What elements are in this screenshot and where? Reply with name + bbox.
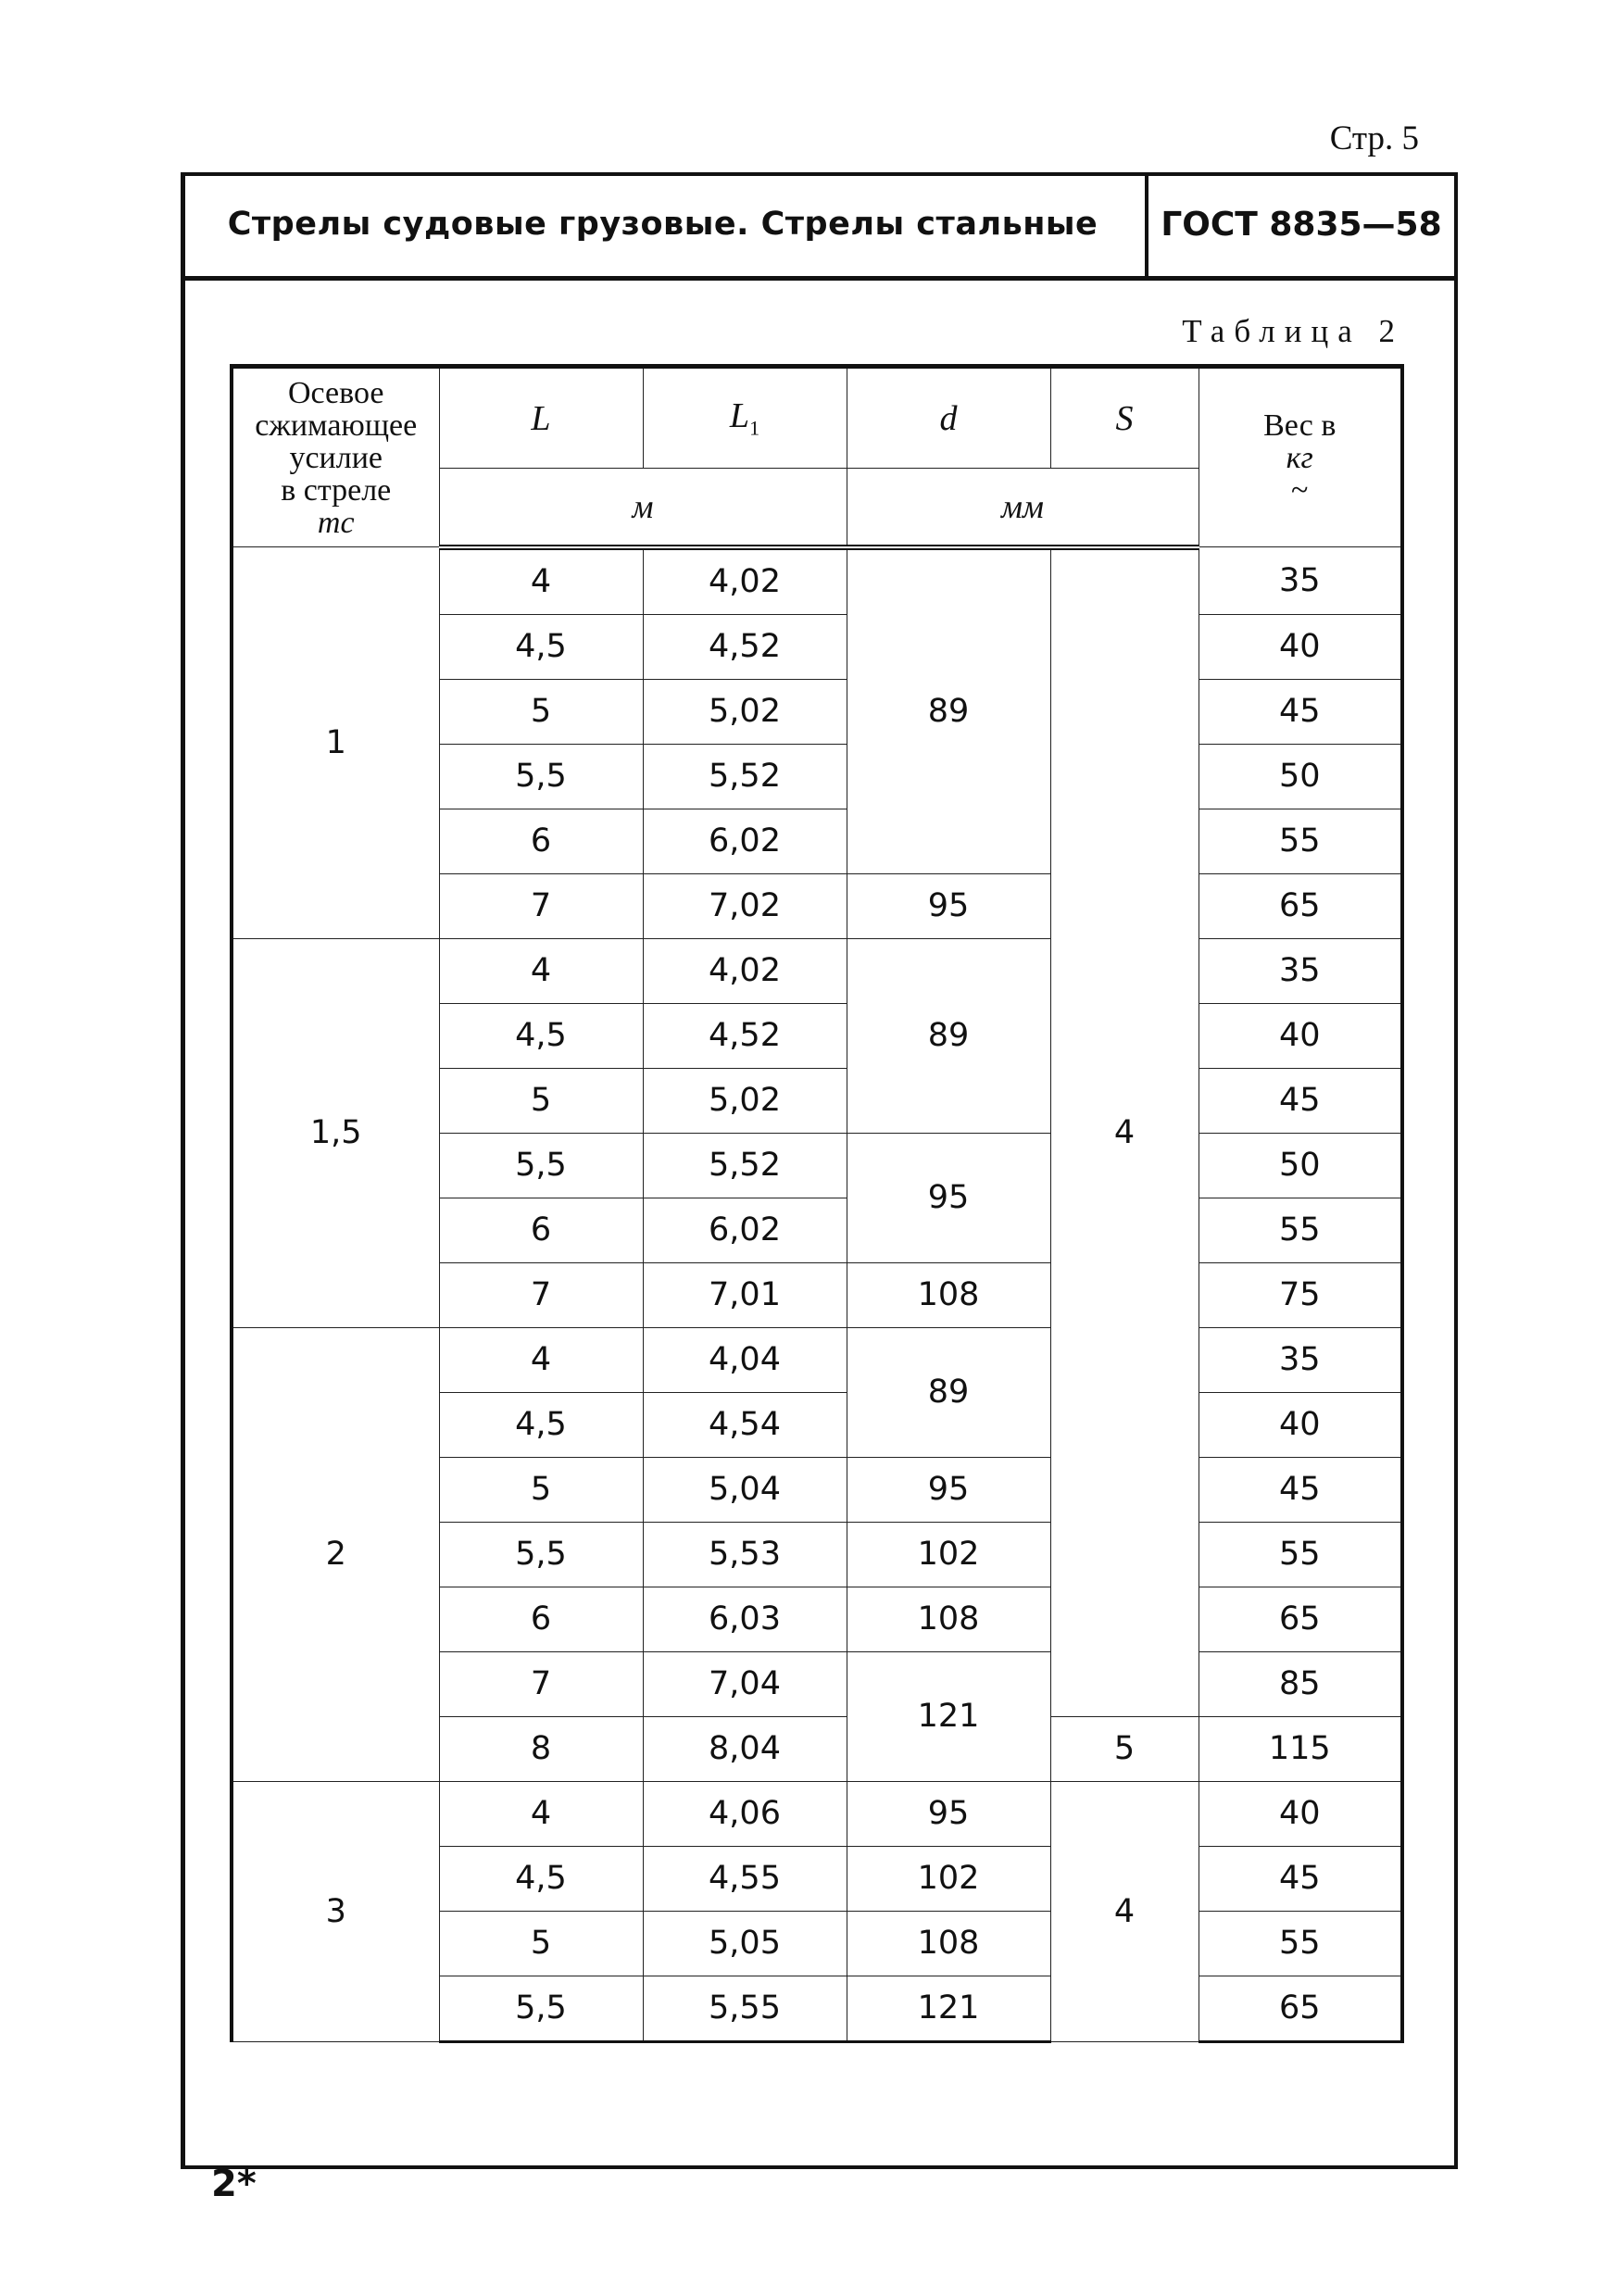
L-cell: 5,5 xyxy=(439,1976,643,2041)
force-cell: 3 xyxy=(232,1781,439,2041)
weight-cell: 65 xyxy=(1199,1976,1402,2041)
table-row xyxy=(232,1781,1402,1846)
force-header-line: усилие xyxy=(289,440,383,475)
axial-force-header xyxy=(232,367,439,547)
L-cell: 5 xyxy=(439,679,643,744)
L-cell: 8 xyxy=(439,1716,643,1781)
L1-cell: 4,06 xyxy=(643,1781,847,1846)
weight-unit: кг xyxy=(1286,440,1313,475)
weight-cell: 35 xyxy=(1199,1327,1402,1392)
weight-cell: 85 xyxy=(1199,1651,1402,1716)
L1-cell: 5,02 xyxy=(643,1068,847,1133)
weight-cell: 40 xyxy=(1199,1003,1402,1068)
weight-cell: 55 xyxy=(1199,1522,1402,1587)
d-cell: 102 xyxy=(847,1522,1050,1587)
L1-cell: 7,02 xyxy=(643,873,847,938)
document-header xyxy=(181,172,1458,281)
L-cell: 4,5 xyxy=(439,1003,643,1068)
weight-cell: 65 xyxy=(1199,873,1402,938)
L1-cell: 4,52 xyxy=(643,614,847,679)
L-cell: 4,5 xyxy=(439,1392,643,1457)
force-header-line: Осевое xyxy=(288,375,384,410)
force-header-line: в стреле xyxy=(281,472,392,508)
L1-cell: 8,04 xyxy=(643,1716,847,1781)
L-cell: 5 xyxy=(439,1068,643,1133)
L-cell: 6 xyxy=(439,1198,643,1262)
L-cell: 4 xyxy=(439,1781,643,1846)
d-cell: 89 xyxy=(847,938,1050,1133)
d-cell: 95 xyxy=(847,1781,1050,1846)
L1-cell: 5,02 xyxy=(643,679,847,744)
length-L-header: L xyxy=(439,367,643,469)
length-L1-header xyxy=(643,367,847,469)
L1-cell: 6,03 xyxy=(643,1587,847,1651)
force-cell: 2 xyxy=(232,1327,439,1781)
footer-signature-mark: 2* xyxy=(211,2163,257,2205)
L1-cell: 4,02 xyxy=(643,547,847,615)
weight-cell: 75 xyxy=(1199,1262,1402,1327)
d-cell: 121 xyxy=(847,1651,1050,1781)
force-cell: 1 xyxy=(232,547,439,939)
weight-cell: 45 xyxy=(1199,1068,1402,1133)
d-cell: 108 xyxy=(847,1262,1050,1327)
page-number: Стр. 5 xyxy=(1329,119,1419,157)
d-cell: 108 xyxy=(847,1911,1050,1976)
L-cell: 7 xyxy=(439,873,643,938)
d-cell: 108 xyxy=(847,1587,1050,1651)
L-cell: 4 xyxy=(439,547,643,615)
L1-cell: 5,04 xyxy=(643,1457,847,1522)
weight-cell: 45 xyxy=(1199,679,1402,744)
table-row xyxy=(232,547,1402,615)
L1-cell: 5,05 xyxy=(643,1911,847,1976)
L1-cell: 6,02 xyxy=(643,809,847,873)
weight-cell: 40 xyxy=(1199,1781,1402,1846)
approx-sign: ~ xyxy=(1291,472,1309,508)
L-cell: 4,5 xyxy=(439,1846,643,1911)
thickness-S-header: S xyxy=(1050,367,1199,469)
S-cell: 5 xyxy=(1050,1716,1199,1781)
d-cell: 102 xyxy=(847,1846,1050,1911)
L-cell: 4 xyxy=(439,938,643,1003)
L-cell: 5,5 xyxy=(439,1522,643,1587)
L1-cell: 5,52 xyxy=(643,744,847,809)
L1-cell: 7,01 xyxy=(643,1262,847,1327)
L-cell: 4,5 xyxy=(439,614,643,679)
L1-symbol: L xyxy=(729,396,750,436)
d-cell: 95 xyxy=(847,1457,1050,1522)
L-cell: 6 xyxy=(439,809,643,873)
weight-cell: 50 xyxy=(1199,1133,1402,1198)
S-cell: 4 xyxy=(1050,547,1199,1717)
L1-cell: 4,52 xyxy=(643,1003,847,1068)
L1-cell: 4,55 xyxy=(643,1846,847,1911)
weight-cell: 115 xyxy=(1199,1716,1402,1781)
specification-table xyxy=(230,364,1404,2043)
table-row xyxy=(232,1327,1402,1392)
diameter-d-header: d xyxy=(847,367,1050,469)
d-cell: 89 xyxy=(847,1327,1050,1457)
table-row xyxy=(232,938,1402,1003)
d-cell: 95 xyxy=(847,1133,1050,1262)
L-cell: 7 xyxy=(439,1262,643,1327)
L1-cell: 7,04 xyxy=(643,1651,847,1716)
L-cell: 5 xyxy=(439,1457,643,1522)
standard-number: ГОСТ 8835—58 xyxy=(1161,205,1442,244)
L-cell: 7 xyxy=(439,1651,643,1716)
L-cell: 5,5 xyxy=(439,744,643,809)
weight-cell: 65 xyxy=(1199,1587,1402,1651)
weight-cell: 45 xyxy=(1199,1846,1402,1911)
weight-cell: 55 xyxy=(1199,809,1402,873)
weight-cell: 35 xyxy=(1199,938,1402,1003)
unit-millimeters: мм xyxy=(847,469,1199,547)
L-cell: 5 xyxy=(439,1911,643,1976)
weight-header xyxy=(1199,367,1402,547)
weight-cell: 35 xyxy=(1199,547,1402,615)
L1-cell: 4,54 xyxy=(643,1392,847,1457)
L1-subscript: 1 xyxy=(749,416,760,440)
force-header-line: сжимающее xyxy=(255,408,418,443)
L1-cell: 6,02 xyxy=(643,1198,847,1262)
L1-cell: 5,53 xyxy=(643,1522,847,1587)
L1-cell: 5,52 xyxy=(643,1133,847,1198)
unit-meters: м xyxy=(439,469,847,547)
L1-cell: 4,04 xyxy=(643,1327,847,1392)
table-caption: Таблица 2 xyxy=(1182,313,1404,349)
weight-cell: 45 xyxy=(1199,1457,1402,1522)
weight-header-line: Вес в xyxy=(1263,408,1337,443)
L1-cell: 4,02 xyxy=(643,938,847,1003)
weight-cell: 40 xyxy=(1199,1392,1402,1457)
force-unit: тс xyxy=(317,505,355,540)
weight-cell: 40 xyxy=(1199,614,1402,679)
d-cell: 121 xyxy=(847,1976,1050,2041)
L-cell: 5,5 xyxy=(439,1133,643,1198)
weight-cell: 50 xyxy=(1199,744,1402,809)
d-cell: 95 xyxy=(847,873,1050,938)
d-cell: 89 xyxy=(847,547,1050,874)
L-cell: 6 xyxy=(439,1587,643,1651)
document-title: Стрелы судовые грузовые. Стрелы стальные xyxy=(181,172,1148,276)
L1-cell: 5,55 xyxy=(643,1976,847,2041)
weight-cell: 55 xyxy=(1199,1911,1402,1976)
force-cell: 1,5 xyxy=(232,938,439,1327)
L-cell: 4 xyxy=(439,1327,643,1392)
S-cell: 4 xyxy=(1050,1781,1199,2041)
weight-cell: 55 xyxy=(1199,1198,1402,1262)
